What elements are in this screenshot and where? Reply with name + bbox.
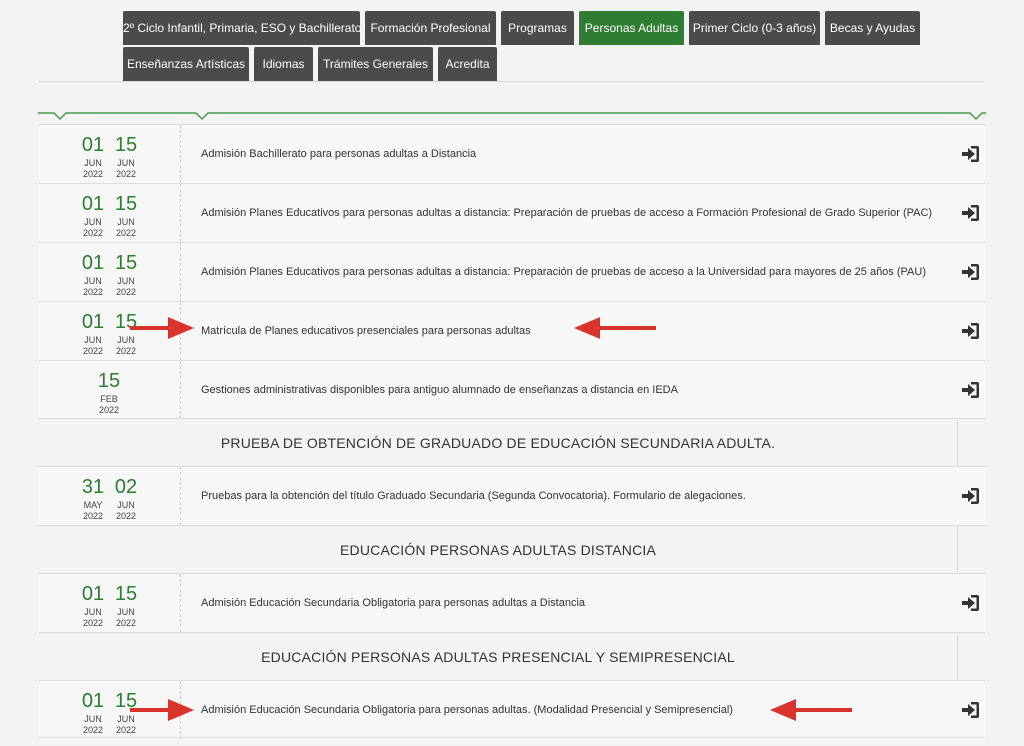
end-month: JUN [117, 335, 135, 345]
table-row [39, 183, 985, 242]
date-range [39, 184, 181, 242]
table-row [39, 466, 985, 525]
date-range [39, 125, 181, 183]
category-tabs [0, 0, 1024, 82]
start-day: 01 [81, 193, 105, 215]
start-year: 2022 [82, 346, 104, 356]
tab-programas[interactable]: Programas [501, 11, 574, 45]
sign-in-icon[interactable] [961, 380, 981, 400]
end-day: 15 [114, 193, 138, 215]
event-description: Admisión Educación Secundaria Obligatoria para personas adultas. (Modalidad Presencial y Semipresencial) [201, 704, 733, 716]
end-year: 2022 [115, 725, 137, 735]
end-year: 2022 [115, 169, 137, 179]
table-row [39, 360, 985, 419]
end-month: JUN [117, 714, 135, 724]
start-month: JUN [84, 335, 102, 345]
table-row [39, 573, 985, 632]
date-range [39, 574, 181, 632]
end-year: 2022 [115, 228, 137, 238]
sign-in-icon[interactable] [961, 486, 981, 506]
end-month: JUN [117, 158, 135, 168]
tab-ensenanzas-artisticas[interactable]: Enseñanzas Artísticas [123, 47, 249, 81]
sign-in-icon[interactable] [961, 262, 981, 282]
tab-acredita[interactable]: Acredita [438, 47, 497, 81]
tabs-divider [38, 81, 984, 82]
tab-personas-adultas[interactable]: Personas Adultas [579, 11, 684, 45]
start-month: JUN [84, 158, 102, 168]
tab-formacion-profesional[interactable]: Formación Profesional [365, 11, 496, 45]
end-date [106, 584, 146, 629]
start-year: 2022 [82, 228, 104, 238]
end-day: 15 [114, 134, 138, 156]
section-side-cell [957, 526, 985, 573]
year: 2022 [98, 405, 120, 415]
table-row [39, 124, 985, 183]
single-date [89, 371, 129, 416]
end-date [106, 477, 146, 522]
end-month: JUN [117, 500, 135, 510]
start-month: MAY [83, 500, 103, 510]
section-header [39, 632, 985, 680]
event-description: Admisión Planes Educativos para personas adultas a distancia: Preparación de pruebas de acceso a la Universidad para mayores de 25 años (PAU) [201, 266, 926, 278]
section-header [39, 525, 985, 573]
event-description: Admisión Planes Educativos para personas adultas a distancia: Preparación de pruebas de acceso a Formación Profesional de Grado Superior (PAC) [201, 207, 933, 219]
section-side-cell [957, 633, 985, 680]
end-day: 15 [114, 583, 138, 605]
end-date [106, 253, 146, 298]
event-description: Matrícula de Planes educativos presenciales para personas adultas [201, 325, 531, 337]
event-description: Admisión Educación Secundaria Obligatoria para personas adultas a Distancia [201, 597, 586, 609]
section-title: PRUEBA DE OBTENCIÓN DE GRADUADO DE EDUCACIÓN SECUNDARIA ADULTA. [220, 435, 776, 451]
start-month: JUN [84, 276, 102, 286]
date-range [39, 361, 181, 419]
tab-tramites-generales[interactable]: Trámites Generales [318, 47, 433, 81]
start-day: 01 [81, 252, 105, 274]
start-month: JUN [84, 217, 102, 227]
end-day: 02 [114, 476, 138, 498]
event-description: Admisión Bachillerato para personas adultas a Distancia [201, 148, 477, 160]
end-year: 2022 [115, 287, 137, 297]
end-date [106, 135, 146, 180]
end-day: 15 [114, 252, 138, 274]
red-arrow-icon [768, 696, 854, 724]
end-month: JUN [117, 607, 135, 617]
red-arrow-icon [128, 696, 196, 724]
start-year: 2022 [82, 287, 104, 297]
end-year: 2022 [115, 511, 137, 521]
end-month: JUN [117, 217, 135, 227]
tab-primer-ciclo[interactable]: Primer Ciclo (0-3 años) [689, 11, 820, 45]
start-month: JUN [84, 714, 102, 724]
sign-in-icon[interactable] [961, 593, 981, 613]
tab-idiomas[interactable]: Idiomas [254, 47, 313, 81]
section-side-cell [957, 419, 985, 466]
start-month: JUN [84, 607, 102, 617]
end-year: 2022 [115, 346, 137, 356]
section-separator [38, 108, 986, 124]
start-day: 01 [81, 311, 105, 333]
start-year: 2022 [82, 511, 104, 521]
start-year: 2022 [82, 725, 104, 735]
event-description: Pruebas para la obtención del título Graduado Secundaria (Segunda Convocatoria). Formulario de alegaciones. [201, 490, 746, 502]
end-year: 2022 [115, 618, 137, 628]
table-bottom-border [38, 737, 984, 738]
red-arrow-icon [572, 314, 658, 342]
start-day: 31 [81, 476, 105, 498]
sign-in-icon[interactable] [961, 203, 981, 223]
tab-infantil-primaria-eso-bachillerato[interactable]: 2º Ciclo Infantil, Primaria, ESO y Bachillerato [123, 11, 360, 45]
section-header [39, 418, 985, 466]
start-day: 01 [81, 690, 105, 712]
sign-in-icon[interactable] [961, 144, 981, 164]
date-range [39, 243, 181, 301]
red-arrow-icon [128, 314, 196, 342]
table-row [39, 242, 985, 301]
section-title: EDUCACIÓN PERSONAS ADULTAS DISTANCIA [339, 542, 657, 558]
event-description: Gestiones administrativas disponibles para antiguo alumnado de enseñanzas a distancia en IEDA [201, 384, 678, 396]
end-day: 15 [114, 690, 138, 712]
start-year: 2022 [82, 618, 104, 628]
start-day: 01 [81, 583, 105, 605]
tab-becas-ayudas[interactable]: Becas y Ayudas [825, 11, 920, 45]
section-title: EDUCACIÓN PERSONAS ADULTAS PRESENCIAL Y SEMIPRESENCIAL [261, 649, 735, 665]
end-date [106, 194, 146, 239]
start-day: 01 [81, 134, 105, 156]
sign-in-icon[interactable] [961, 321, 981, 341]
sign-in-icon[interactable] [961, 700, 981, 720]
day: 15 [97, 370, 121, 392]
end-day: 15 [114, 311, 138, 333]
end-month: JUN [117, 276, 135, 286]
start-year: 2022 [82, 169, 104, 179]
month: FEB [100, 394, 118, 404]
date-range [39, 467, 181, 525]
